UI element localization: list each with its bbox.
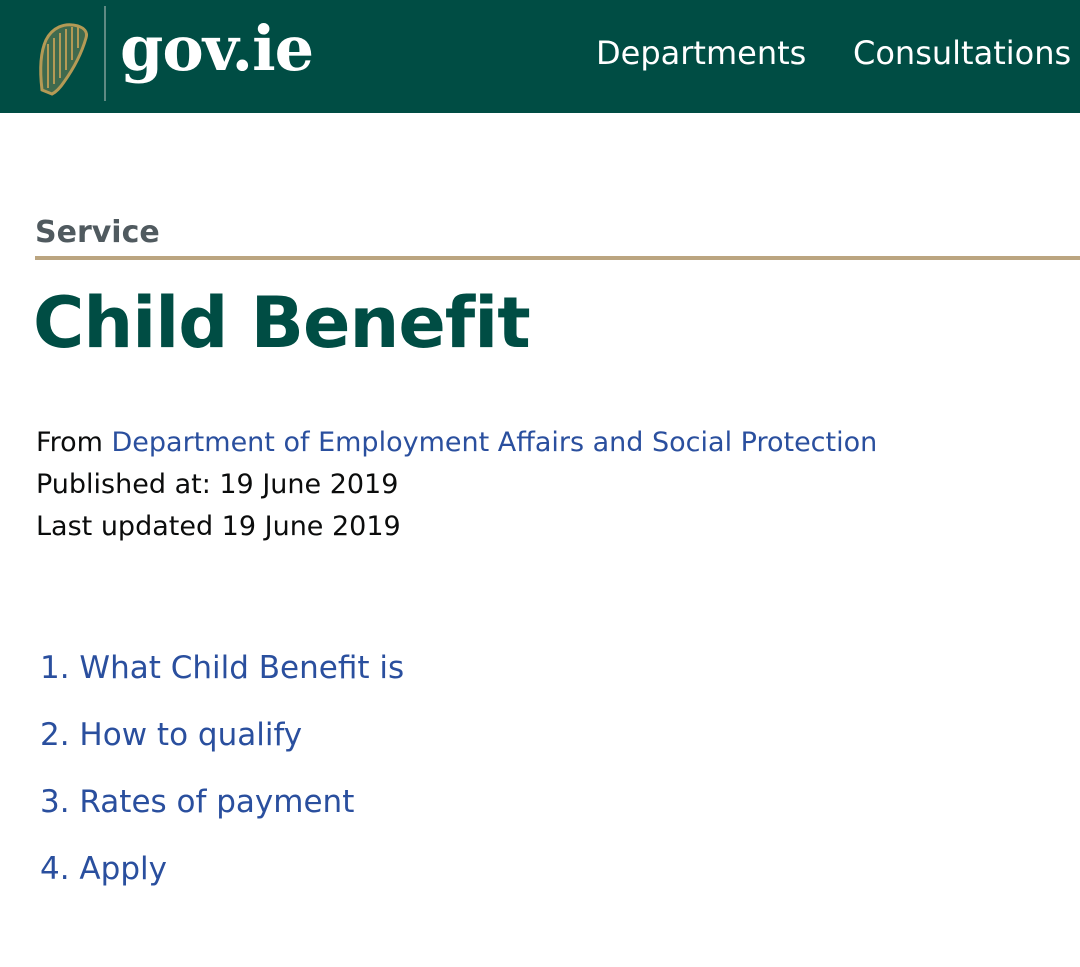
published-date: Published at: 19 June 2019 [36,469,399,500]
header-divider [104,6,106,101]
from-prefix: From [36,427,103,458]
contents-item [40,640,404,707]
contents-link-rates-of-payment[interactable]: 3. Rates of payment [40,784,355,820]
contents-link-how-to-qualify[interactable]: 2. How to qualify [40,717,303,753]
section-rule [35,256,1080,260]
harp-icon[interactable] [34,18,92,98]
contents-item [40,774,404,841]
contents-link-apply[interactable]: 4. Apply [40,851,167,887]
site-logo-link[interactable]: gov.ie [120,12,314,85]
content-type-label: Service [35,215,160,250]
nav-consultations[interactable]: Consultations [853,34,1072,72]
department-link[interactable]: Department of Employment Affairs and Social Protection [111,427,878,458]
nav-departments[interactable]: Departments [596,34,807,72]
last-updated-date: Last updated 19 June 2019 [36,511,401,542]
contents-item [40,841,404,908]
site-header [0,0,1080,113]
page-title: Child Benefit [33,282,530,364]
contents-link-what-child-benefit-is[interactable]: 1. What Child Benefit is [40,650,405,686]
meta-from [36,423,877,463]
contents-item [40,707,404,774]
contents-list [40,640,404,908]
